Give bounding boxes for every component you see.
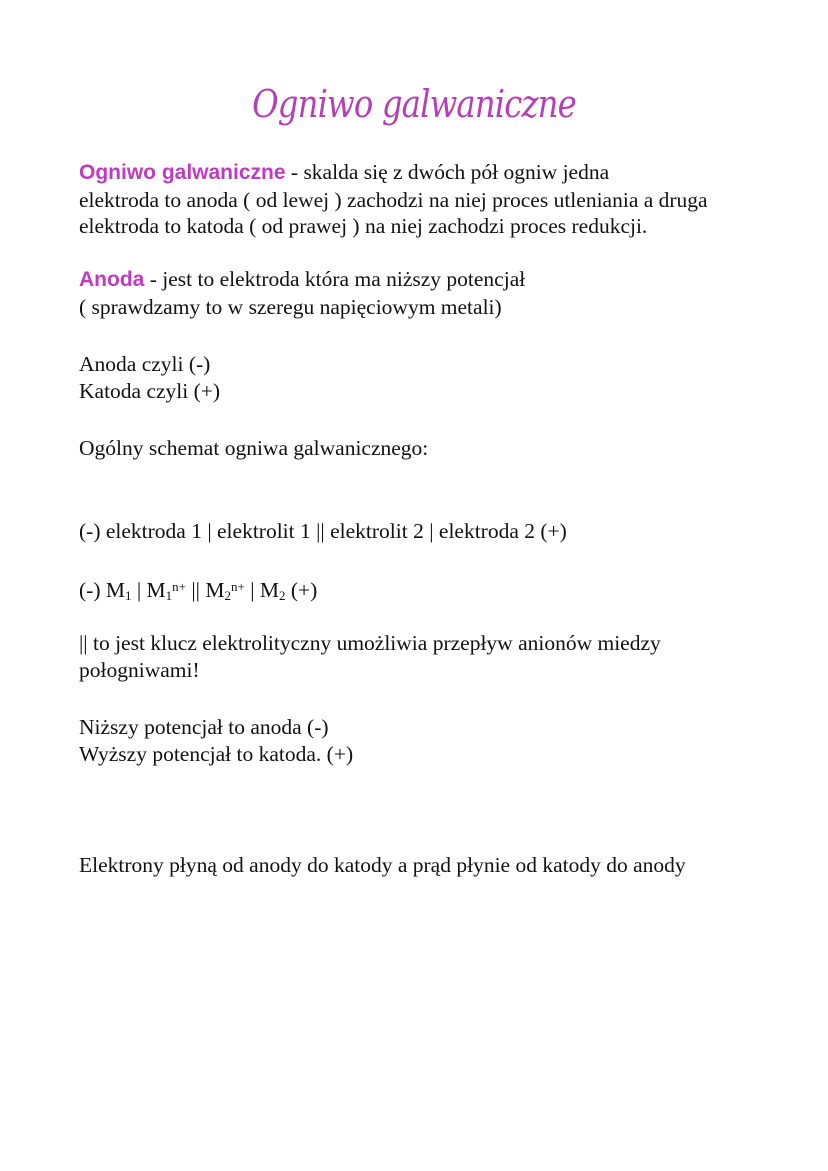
schema-heading: Ogólny schemat ogniwa galwanicznego: [79,436,429,460]
subscript: 2 [279,588,286,603]
text-line: połogniwami! [79,657,200,682]
term-anoda: Anoda [79,268,145,291]
term-ogniwo: Ogniwo galwaniczne [79,161,286,184]
text-line: Niższy potencjał to anoda (-) [79,715,329,739]
schema-symbols [79,574,317,610]
paragraph-salt-bridge [79,630,661,683]
text-line: Katoda czyli (+) [79,378,221,403]
document-title: Ogniwo galwaniczne [252,82,576,126]
subscript: 2 [224,588,231,603]
text-line: elektroda to katoda ( od prawej ) na niej zachodzi proces redukcji. [79,214,648,238]
schema-words: (-) elektroda 1 | elektrolit 1 || elektrolit 2 | elektroda 2 (+) [79,519,567,543]
subscript: 1 [165,588,173,603]
text: | M [244,578,279,602]
paragraph-definition [79,159,708,240]
text: || M [186,578,225,602]
paragraph-potentials [79,714,353,767]
paragraph-anoda [79,266,525,320]
text-line: ( sprawdzamy to w szeregu napięciowym metali) [79,294,502,319]
superscript: n+ [230,579,245,594]
superscript: n+ [172,579,186,594]
text-line: || to jest klucz elektrolityczny umożliwia przepływ anionów miedzy [79,631,661,655]
text-line: Wyższy potencjał to katoda. (+) [79,741,354,766]
text: | M [131,578,166,602]
paragraph-electron-flow: Elektrony płyną od anody do katody a prąd płynie od katody do anody [79,853,686,877]
paragraph-signs [79,351,220,404]
text-line: Anoda czyli (-) [79,352,211,376]
text: (+) [285,578,318,602]
text-line: - skalda się z dwóch pół ogniw jedna [285,160,610,184]
text: (-) M [79,578,125,602]
text-line: elektroda to anoda ( od lewej ) zachodzi na niej proces utleniania a druga [79,187,708,212]
text-line: - jest to elektroda która ma niższy potencjał [144,267,526,291]
subscript: 1 [124,588,132,603]
